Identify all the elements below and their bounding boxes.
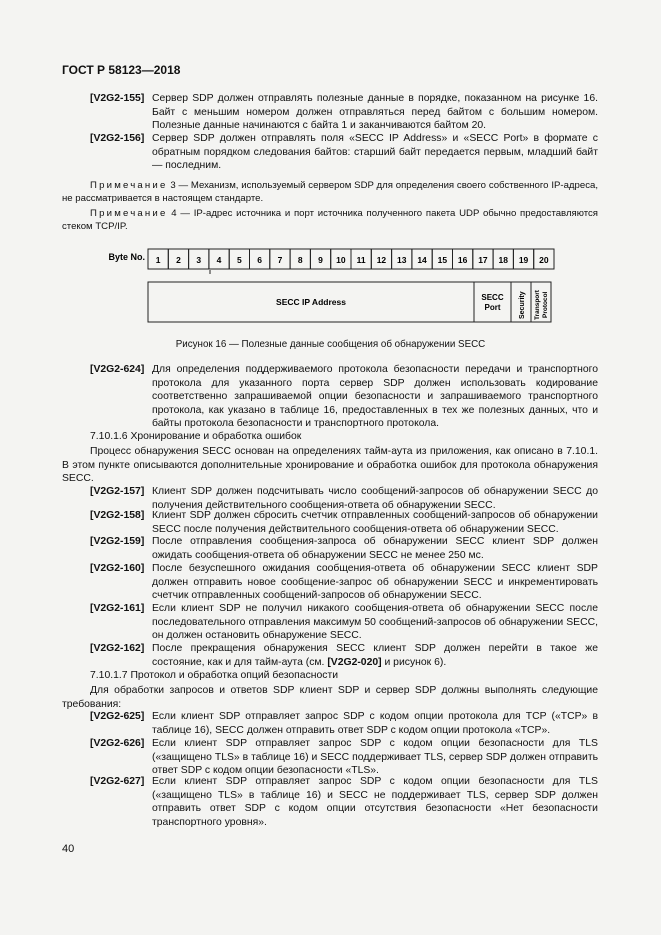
requirement-text: Клиент SDP должен сбросить счетчик отправленных сообщений-запросов об обнаружении SECC после получения действительного сообщения-ответа об обнаружении SECC.	[152, 510, 598, 535]
figure-16-diagram	[0, 240, 661, 332]
byte-number: 10	[336, 255, 346, 265]
byte-number: 16	[457, 255, 468, 265]
byte-number: 6	[257, 255, 263, 265]
requirement-v2g2-627	[90, 775, 598, 829]
requirement-v2g2-158	[90, 509, 598, 536]
requirement-v2g2-162	[90, 642, 598, 669]
field-security-label: Security	[519, 291, 526, 319]
field-port-label-2: Port	[484, 303, 501, 312]
field-transport-label-1: Transport	[534, 290, 541, 320]
requirement-text: После отправления сообщения-запроса об обнаружении SECC клиент SDP должен ожидать сообщения-ответа об обнаружении SECC не менее 250 мс.	[152, 536, 598, 561]
field-ip-label: SECC IP Address	[276, 297, 346, 307]
byte-number: 7	[277, 255, 283, 265]
field-transport-label-2: Protocol	[542, 291, 549, 318]
byte-number: 2	[176, 255, 181, 265]
byte-number: 11	[356, 255, 366, 265]
note-text: 4 — IP-адрес источника и порт источника полученного пакета UDP обычно предоставляются стеком TCP/IP.	[62, 208, 598, 232]
field-secc-port	[474, 282, 511, 322]
requirement-v2g2-160	[90, 562, 598, 603]
requirement-v2g2-155	[90, 92, 598, 133]
requirement-tag: [V2G2-159]	[90, 536, 145, 547]
requirement-tag: [V2G2-624]	[90, 364, 145, 375]
requirement-tag: [V2G2-627]	[90, 776, 145, 787]
requirement-text: Для определения поддерживаемого протокола безопасности передачи и транспортного протокола для указанного порта сервер SDP должен использовать кодирование соответственно запрашиваемой опции безопасности и запрашиваемого транспортного протокола, как указано в таблице 16, предоставленных в тех же полезных данных, что и байты протокола безопасности и транспортного протокола.	[152, 364, 598, 429]
document-header: ГОСТ Р 58123—2018	[62, 63, 181, 77]
requirement-v2g2-156	[90, 132, 598, 173]
byte-number: 8	[297, 255, 303, 265]
byte-number: 4	[216, 255, 222, 265]
byte-number-row	[148, 249, 554, 269]
field-port-label-1: SECC	[481, 293, 504, 302]
page-number: 40	[62, 843, 75, 855]
requirement-text: Если клиент SDP отправляет запрос SDP с кодом опции безопасности для TLS («защищено TLS» в таблице 16) и SECC поддерживает TLS, сервер SDP должен отправить ответ SDP с кодом опции безопасности «TLS».	[152, 738, 598, 776]
byte-number: 20	[539, 255, 549, 265]
requirement-tag: [V2G2-160]	[90, 563, 145, 574]
requirement-text-part: После прекращения обнаружения SECC клиент SDP должен перейти в такое же состояние, как и для тайм-аута (см.	[152, 643, 598, 668]
requirement-text: После безуспешного ожидания сообщения-ответа об обнаружении SECC клиент SDP должен отправить новое сообщение-запрос об обнаружении SECC и инкрементировать счетчик отправленных сообщений-запросов об обнаружении SECC.	[152, 563, 598, 601]
note-label: Примечание	[90, 180, 168, 191]
requirement-tag: [V2G2-625]	[90, 711, 145, 722]
requirement-tag: [V2G2-626]	[90, 738, 145, 749]
requirement-tag: [V2G2-158]	[90, 510, 145, 521]
requirement-text-part: и рисунок 6).	[381, 656, 447, 668]
requirement-v2g2-626	[90, 737, 598, 778]
section-heading-7-10-1-6: 7.10.1.6 Хронирование и обработка ошибок	[90, 431, 302, 442]
note-text: 3 — Механизм, используемый сервером SDP для определения своего собственного IP-адреса, не рассматривается в настоящем стандарте.	[62, 180, 598, 204]
byte-number: 19	[518, 255, 529, 265]
byte-number: 17	[478, 255, 488, 265]
requirement-v2g2-624	[90, 363, 598, 431]
requirement-text: Если клиент SDP отправляет запрос SDP с кодом опции протокола для TCP («TCP» в таблице 16), SECC должен отправить ответ SDP с кодом опции протокола «TCP».	[152, 711, 598, 736]
section-heading-7-10-1-7: 7.10.1.7 Протокол и обработка опций безопасности	[90, 670, 339, 681]
byte-number: 9	[318, 255, 323, 265]
requirement-reference: [V2G2-020]	[327, 656, 382, 668]
paragraph-process: Процесс обнаружения SECC основан на определениях тайм-аута из приложения, как описано в 7.10.1. В этом пункте описываются дополнительные хронирование и обработка ошибок для протокола обнаружения SECC.	[62, 446, 598, 484]
byte-number: 15	[437, 255, 448, 265]
byte-number: 1	[155, 255, 161, 265]
requirement-text: Сервер SDP должен отправлять полезные данные в порядке, показанном на рисунке 16. Байт с меньшим номером должен отправляться перед байтом с большим номером. Полезные данные начинаются с байта 1 и заканчиваются байтом 20.	[152, 93, 598, 131]
requirement-v2g2-161	[90, 602, 598, 643]
byte-number: 5	[236, 255, 242, 265]
note-4	[62, 207, 598, 233]
byte-number-label: Byte No.	[108, 252, 145, 262]
requirement-tag: [V2G2-156]	[90, 133, 145, 144]
byte-number: 12	[376, 255, 387, 265]
requirement-text: Сервер SDP должен отправлять поля «SECC IP Address» и «SECC Port» в формате с обратным порядком следования байтов: старший байт передается первым, младший байт — последним.	[152, 133, 598, 171]
requirement-text: Клиент SDP должен подсчитывать число сообщений-запросов об обнаружении SECC до получения действительного сообщения-ответа об обнаружении SECC.	[152, 486, 598, 511]
requirement-text: Если клиент SDP не получил никакого сообщения-ответа об обнаружении SECC после последовательного отправления максимум 50 сообщений-запросов об обнаружении SECC, он должен остановить обнаружение SECC.	[152, 603, 598, 641]
requirement-tag: [V2G2-161]	[90, 603, 145, 614]
requirement-text	[152, 642, 598, 669]
note-3	[62, 179, 598, 205]
requirement-tag: [V2G2-155]	[90, 93, 145, 104]
requirement-tag: [V2G2-162]	[90, 643, 145, 654]
note-label: Примечание	[90, 208, 168, 219]
byte-number: 13	[397, 255, 407, 265]
requirement-v2g2-157	[90, 485, 598, 512]
requirement-v2g2-625	[90, 710, 598, 737]
requirement-text: Если клиент SDP отправляет запрос SDP с кодом опции безопасности для TLS («защищено TLS» в таблице 16) и SECC не поддерживает TLS, сервер SDP должен отправить ответ SDP с кодом опции отсутствия безопасности «Нет безопасности транспортного уровня».	[152, 776, 598, 828]
requirement-v2g2-159	[90, 535, 598, 562]
figure-caption: Рисунок 16 — Полезные данные сообщения об обнаружении SECC	[175, 339, 486, 350]
byte-number: 3	[196, 255, 202, 265]
requirement-tag: [V2G2-157]	[90, 486, 145, 497]
paragraph-handling: Для обработки запросов и ответов SDP клиент SDP и сервер SDP должны выполнять следующие требования:	[62, 685, 598, 710]
byte-number: 14	[417, 255, 427, 265]
byte-number: 18	[498, 255, 508, 265]
